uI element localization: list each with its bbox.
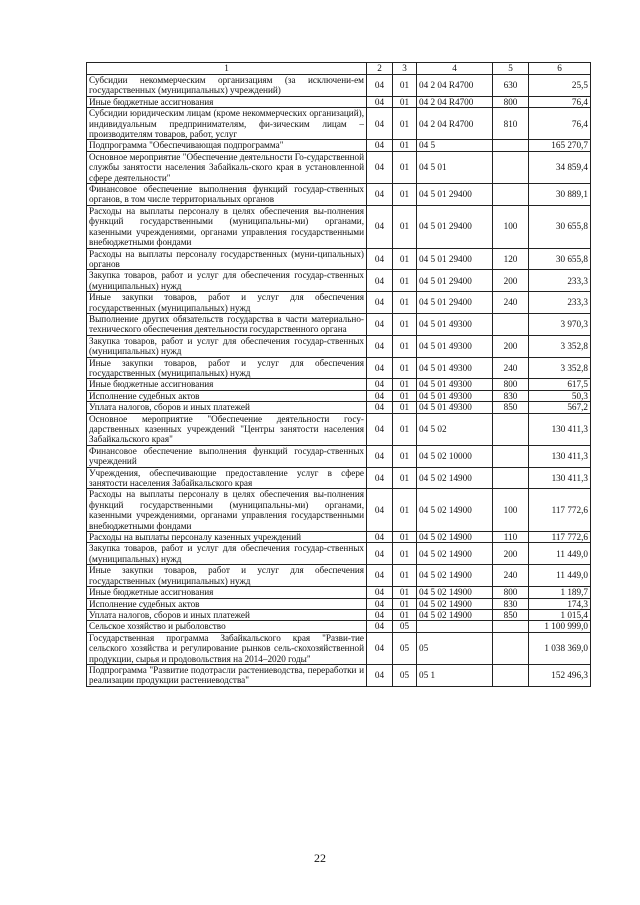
- cell-vr: 200: [493, 335, 529, 357]
- cell-sum: 617,5: [529, 379, 591, 390]
- cell-sum: 1 038 369,0: [529, 632, 591, 664]
- cell-pr: 05: [393, 621, 417, 632]
- cell-name: Исполнение судебных актов: [87, 598, 367, 609]
- cell-name: Расходы на выплаты персоналу в целях обеспечения вы-полнения функций государственными (муниципальны-ми) органами, казенными учреждениями, органами управления государственными внебюджетными фондами: [87, 489, 367, 532]
- cell-rz: 04: [367, 565, 393, 587]
- cell-pr: 01: [393, 96, 417, 107]
- cell-name: Субсидии юридическим лицам (кроме некоммерческих организаций), индивидуальным предпринимателям, фи-зическим лицам – производителям товаров, работ, услуг: [87, 108, 367, 140]
- cell-rz: 04: [367, 609, 393, 620]
- cell-vr: [493, 151, 529, 183]
- cell-vr: 110: [493, 532, 529, 543]
- cell-vr: [493, 445, 529, 467]
- cell-sum: 174,3: [529, 598, 591, 609]
- table-row: [87, 75, 591, 97]
- table-row: [87, 379, 591, 390]
- cell-csr: 04 5 02 14900: [417, 543, 493, 565]
- cell-rz: 04: [367, 402, 393, 413]
- cell-pr: 01: [393, 489, 417, 532]
- cell-vr: [493, 664, 529, 686]
- cell-name: Сельское хозяйство и рыболовство: [87, 621, 367, 632]
- cell-csr: 04 2 04 R4700: [417, 108, 493, 140]
- cell-sum: 3 352,8: [529, 357, 591, 379]
- cell-pr: 01: [393, 184, 417, 206]
- cell-sum: 30 655,8: [529, 248, 591, 270]
- cell-rz: 04: [367, 151, 393, 183]
- cell-name: Выполнение других обязательств государства в части материально-технического обеспечения деятельности государственного органа: [87, 313, 367, 335]
- table-row: [87, 140, 591, 151]
- cell-csr: 04 5 02 14900: [417, 565, 493, 587]
- cell-rz: 04: [367, 75, 393, 97]
- cell-csr: 04 5 02 10000: [417, 445, 493, 467]
- cell-rz: 04: [367, 270, 393, 292]
- cell-rz: 04: [367, 587, 393, 598]
- cell-pr: 01: [393, 532, 417, 543]
- cell-name: Основное мероприятие "Обеспечение деятельности Го-сударственной службы занятости населения Забайкаль-ского края в установленной сфере деятельности": [87, 151, 367, 183]
- table-row: [87, 357, 591, 379]
- table-row: [87, 184, 591, 206]
- cell-pr: 01: [393, 598, 417, 609]
- cell-csr: 04 5 01 49300: [417, 390, 493, 401]
- cell-pr: 01: [393, 402, 417, 413]
- cell-name: Расходы на выплаты персоналу казенных учреждений: [87, 532, 367, 543]
- cell-vr: 800: [493, 96, 529, 107]
- cell-rz: 04: [367, 621, 393, 632]
- header-cell-name: 1: [87, 63, 367, 75]
- cell-vr: 800: [493, 587, 529, 598]
- table-row: [87, 587, 591, 598]
- cell-pr: 01: [393, 543, 417, 565]
- cell-csr: 04 2 04 R4700: [417, 96, 493, 107]
- cell-rz: 04: [367, 96, 393, 107]
- cell-pr: 01: [393, 565, 417, 587]
- cell-csr: 04 5 02 14900: [417, 532, 493, 543]
- cell-pr: 01: [393, 335, 417, 357]
- table-row: [87, 489, 591, 532]
- cell-name: Расходы на выплаты персоналу государственных (муни-ципальных) органов: [87, 248, 367, 270]
- cell-name: Расходы на выплаты персоналу в целях обеспечения вы-полнения функций государственными (муниципальны-ми) органами, казенными учреждениями, органами управления государственными внебюджетными фондами: [87, 205, 367, 248]
- cell-sum: 117 772,6: [529, 532, 591, 543]
- table-row: [87, 467, 591, 489]
- cell-vr: [493, 621, 529, 632]
- cell-vr: 240: [493, 565, 529, 587]
- cell-sum: 30 655,8: [529, 205, 591, 248]
- cell-pr: 01: [393, 379, 417, 390]
- cell-pr: 01: [393, 587, 417, 598]
- cell-rz: 04: [367, 313, 393, 335]
- cell-csr: 04 5 01 49300: [417, 335, 493, 357]
- table-row: [87, 445, 591, 467]
- cell-vr: [493, 313, 529, 335]
- cell-csr: 04 5 02 14900: [417, 467, 493, 489]
- table-row: [87, 598, 591, 609]
- table-row: [87, 270, 591, 292]
- cell-rz: 04: [367, 292, 393, 314]
- cell-csr: 04 5 01 49300: [417, 313, 493, 335]
- cell-vr: 240: [493, 357, 529, 379]
- cell-sum: 3 970,3: [529, 313, 591, 335]
- cell-name: Закупка товаров, работ и услуг для обеспечения государ-ственных (муниципальных) нужд: [87, 335, 367, 357]
- cell-csr: 04 5 02 14900: [417, 587, 493, 598]
- cell-vr: 100: [493, 205, 529, 248]
- cell-sum: 30 889,1: [529, 184, 591, 206]
- cell-name: Подпрограмма "Обеспечивающая подпрограмма": [87, 140, 367, 151]
- cell-name: Финансовое обеспечение выполнения функций государ-ственных органов, в том числе территориальных органов: [87, 184, 367, 206]
- cell-name: Государственная программа Забайкальского края "Разви-тие сельского хозяйства и регулирование рынков сель-скохозяйственной продукции, сырья и продовольствия на 2014–2020 годы": [87, 632, 367, 664]
- cell-sum: 130 411,3: [529, 445, 591, 467]
- cell-pr: 05: [393, 664, 417, 686]
- cell-name: Субсидии некоммерческим организациям (за исключени-ем государственных (муниципальных) учреждений): [87, 75, 367, 97]
- cell-rz: 04: [367, 248, 393, 270]
- cell-csr: 04 5 02 14900: [417, 489, 493, 532]
- cell-pr: 01: [393, 390, 417, 401]
- cell-pr: 01: [393, 75, 417, 97]
- table-row: [87, 248, 591, 270]
- cell-name: Закупка товаров, работ и услуг для обеспечения государ-ственных (муниципальных) нужд: [87, 270, 367, 292]
- cell-rz: 04: [367, 598, 393, 609]
- table-row: [87, 205, 591, 248]
- cell-name: Иные бюджетные ассигнования: [87, 96, 367, 107]
- cell-sum: 152 496,3: [529, 664, 591, 686]
- cell-vr: 850: [493, 609, 529, 620]
- cell-vr: [493, 632, 529, 664]
- cell-rz: 04: [367, 357, 393, 379]
- cell-vr: 120: [493, 248, 529, 270]
- cell-sum: 233,3: [529, 270, 591, 292]
- cell-sum: 25,5: [529, 75, 591, 97]
- cell-rz: 04: [367, 467, 393, 489]
- table-row: [87, 632, 591, 664]
- cell-sum: 567,2: [529, 402, 591, 413]
- header-cell-sum: 6: [529, 63, 591, 75]
- table-row: [87, 390, 591, 401]
- cell-pr: 01: [393, 313, 417, 335]
- cell-pr: 01: [393, 108, 417, 140]
- cell-csr: 04 5 01 49300: [417, 402, 493, 413]
- cell-csr: 04 2 04 R4700: [417, 75, 493, 97]
- table-row: [87, 313, 591, 335]
- cell-sum: 50,3: [529, 390, 591, 401]
- table-row: [87, 108, 591, 140]
- table-row: [87, 413, 591, 445]
- page-number: 22: [314, 851, 326, 865]
- cell-csr: 04 5 01: [417, 151, 493, 183]
- table-row: [87, 543, 591, 565]
- table-row: [87, 292, 591, 314]
- cell-pr: 01: [393, 151, 417, 183]
- cell-name: Иные бюджетные ассигнования: [87, 587, 367, 598]
- cell-rz: 04: [367, 532, 393, 543]
- cell-sum: 165 270,7: [529, 140, 591, 151]
- cell-csr: 05: [417, 632, 493, 664]
- cell-rz: 04: [367, 390, 393, 401]
- cell-pr: 05: [393, 632, 417, 664]
- budget-table: [86, 62, 591, 687]
- cell-pr: 01: [393, 270, 417, 292]
- cell-pr: 01: [393, 357, 417, 379]
- header-cell-pr: 3: [393, 63, 417, 75]
- cell-rz: 04: [367, 108, 393, 140]
- cell-pr: 01: [393, 609, 417, 620]
- table-row: [87, 609, 591, 620]
- cell-csr: 04 5 01 29400: [417, 292, 493, 314]
- cell-vr: [493, 467, 529, 489]
- cell-name: Иные бюджетные ассигнования: [87, 379, 367, 390]
- header-row: [87, 63, 591, 75]
- cell-name: Финансовое обеспечение выполнения функций государ-ственных учреждений: [87, 445, 367, 467]
- table-row: [87, 532, 591, 543]
- header-cell-rz: 2: [367, 63, 393, 75]
- cell-name: Уплата налогов, сборов и иных платежей: [87, 402, 367, 413]
- table-row: [87, 621, 591, 632]
- cell-vr: 200: [493, 270, 529, 292]
- cell-rz: 04: [367, 335, 393, 357]
- cell-pr: 01: [393, 467, 417, 489]
- cell-sum: 1 015,4: [529, 609, 591, 620]
- cell-vr: 830: [493, 390, 529, 401]
- cell-pr: 01: [393, 140, 417, 151]
- cell-rz: 04: [367, 140, 393, 151]
- cell-name: Иные закупки товаров, работ и услуг для обеспечения государственных (муниципальных) нужд: [87, 565, 367, 587]
- cell-csr: 04 5 01 29400: [417, 270, 493, 292]
- cell-rz: 04: [367, 445, 393, 467]
- cell-csr: 04 5 01 29400: [417, 184, 493, 206]
- cell-vr: 630: [493, 75, 529, 97]
- cell-vr: 100: [493, 489, 529, 532]
- cell-rz: 04: [367, 205, 393, 248]
- cell-sum: 1 189,7: [529, 587, 591, 598]
- cell-name: Основное мероприятие "Обеспечение деятельности госу-дарственных казенных учреждений "Центры занятости населения Забайкальского края": [87, 413, 367, 445]
- cell-pr: 01: [393, 205, 417, 248]
- cell-name: Подпрограмма "Развитие подотрасли растениеводства, переработки и реализации продукции растениеводства": [87, 664, 367, 686]
- cell-sum: 11 449,0: [529, 543, 591, 565]
- cell-csr: 04 5 02 14900: [417, 598, 493, 609]
- cell-vr: 200: [493, 543, 529, 565]
- table-row: [87, 335, 591, 357]
- cell-sum: 34 859,4: [529, 151, 591, 183]
- cell-sum: 76,4: [529, 96, 591, 107]
- cell-rz: 04: [367, 664, 393, 686]
- cell-rz: 04: [367, 632, 393, 664]
- cell-sum: 3 352,8: [529, 335, 591, 357]
- cell-vr: 810: [493, 108, 529, 140]
- cell-name: Закупка товаров, работ и услуг для обеспечения государ-ственных (муниципальных) нужд: [87, 543, 367, 565]
- cell-sum: 130 411,3: [529, 413, 591, 445]
- cell-name: Иные закупки товаров, работ и услуг для обеспечения государственных (муниципальных) нужд: [87, 292, 367, 314]
- cell-name: Учреждения, обеспечивающие предоставление услуг в сфере занятости населения Забайкальского края: [87, 467, 367, 489]
- cell-rz: 04: [367, 543, 393, 565]
- header-cell-csr: 4: [417, 63, 493, 75]
- header-cell-vr: 5: [493, 63, 529, 75]
- cell-sum: 233,3: [529, 292, 591, 314]
- cell-name: Уплата налогов, сборов и иных платежей: [87, 609, 367, 620]
- cell-vr: [493, 413, 529, 445]
- cell-csr: [417, 621, 493, 632]
- cell-sum: 11 449,0: [529, 565, 591, 587]
- cell-vr: 800: [493, 379, 529, 390]
- cell-pr: 01: [393, 413, 417, 445]
- table-row: [87, 96, 591, 107]
- cell-sum: 1 100 999,0: [529, 621, 591, 632]
- cell-sum: 130 411,3: [529, 467, 591, 489]
- cell-pr: 01: [393, 248, 417, 270]
- cell-rz: 04: [367, 184, 393, 206]
- cell-rz: 04: [367, 413, 393, 445]
- table-row: [87, 664, 591, 686]
- cell-vr: 830: [493, 598, 529, 609]
- table-row: [87, 151, 591, 183]
- cell-csr: 05 1: [417, 664, 493, 686]
- cell-vr: 850: [493, 402, 529, 413]
- cell-rz: 04: [367, 489, 393, 532]
- cell-vr: [493, 140, 529, 151]
- cell-csr: 04 5 02: [417, 413, 493, 445]
- cell-pr: 01: [393, 292, 417, 314]
- cell-sum: 117 772,6: [529, 489, 591, 532]
- cell-sum: 76,4: [529, 108, 591, 140]
- cell-csr: 04 5 01 49300: [417, 379, 493, 390]
- cell-csr: 04 5: [417, 140, 493, 151]
- cell-pr: 01: [393, 445, 417, 467]
- table-row: [87, 402, 591, 413]
- cell-csr: 04 5 01 29400: [417, 248, 493, 270]
- cell-name: Исполнение судебных актов: [87, 390, 367, 401]
- cell-name: Иные закупки товаров, работ и услуг для обеспечения государственных (муниципальных) нужд: [87, 357, 367, 379]
- cell-rz: 04: [367, 379, 393, 390]
- cell-csr: 04 5 01 49300: [417, 357, 493, 379]
- cell-vr: [493, 184, 529, 206]
- cell-csr: 04 5 01 29400: [417, 205, 493, 248]
- table-row: [87, 565, 591, 587]
- cell-vr: 240: [493, 292, 529, 314]
- cell-csr: 04 5 02 14900: [417, 609, 493, 620]
